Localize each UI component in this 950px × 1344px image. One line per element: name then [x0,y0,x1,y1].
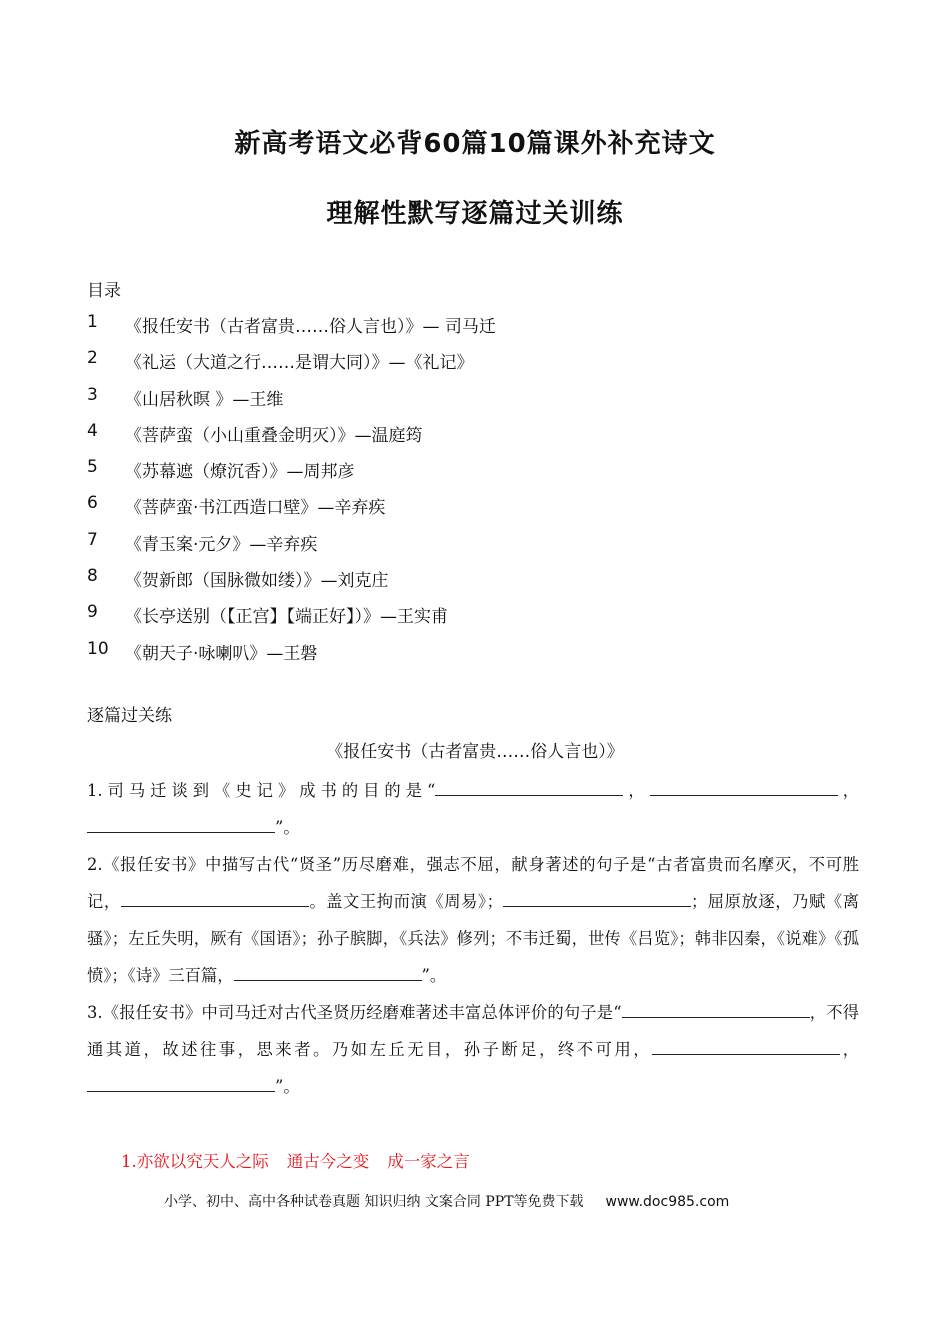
answer-blank[interactable] [652,1036,840,1055]
toc-item-number: 8 [87,566,98,587]
answer-blank[interactable] [622,999,810,1018]
answer-blank[interactable] [650,777,838,796]
toc-item-number: 6 [87,493,98,514]
toc-item-number: 3 [87,384,98,405]
toc-item-title: 《青玉案·元夕》—辛弃疾 [125,534,318,555]
answer-blank[interactable] [87,814,275,833]
answer-part: 亦欲以究天人之际 [136,1152,269,1171]
question-text: ”。 [421,966,447,985]
question-text: ， [623,781,650,800]
toc-item-number: 7 [87,529,98,550]
toc-item[interactable] [87,639,496,675]
toc-item-title: 《菩萨蛮·书江西造口壁》—辛弃疾 [125,498,386,519]
toc-item-number: 4 [87,420,98,441]
toc-item[interactable] [87,348,496,384]
answer-part: 成一家之言 [387,1152,470,1171]
section-heading: 逐篇过关练 [87,706,172,726]
toc-item-number: 10 [87,638,109,659]
toc-item-number: 9 [87,602,98,623]
toc-item-number: 1 [87,312,98,332]
question-1 [87,772,859,846]
toc-item-title: 《长亭送别（【正宫】【端正好】）》—王实甫 [125,607,448,628]
section-title: 《报任安书（古者富贵……俗人言也）》 [326,742,624,762]
toc-item-number: 5 [87,457,98,478]
footer-site-link[interactable]: www.doc985.com [605,1194,730,1210]
toc-item-title: 《苏幕遮（燎沉香）》—周邦彦 [125,462,355,483]
toc-item[interactable] [87,421,496,457]
toc-item[interactable] [87,566,496,602]
answer-key-1 [121,1148,470,1172]
toc-item[interactable] [87,602,496,638]
toc-item-title: 《礼运（大道之行……是谓大同）》—《礼记》 [125,353,474,374]
answer-blank[interactable] [503,888,691,907]
toc-item[interactable] [87,530,496,566]
question-list [87,772,859,1105]
toc-item-title: 《山居秋暝 》—王维 [125,389,284,410]
question-text: ；屈原放逐，乃赋《离骚》；左丘失明，厥有《国语》；孙子膑脚，《兵法》修列；不韦迁蜀，世传《吕览》；韩非囚秦，《说难》《孤愤》；《诗》三百篇， [87,892,859,985]
answer-blank[interactable] [435,777,623,796]
answer-number: 1. [121,1152,137,1171]
toc-heading: 目录 [87,281,121,301]
toc-item-title: 《朝天子·咏喇叭》—王磐 [125,643,318,664]
question-text: 1.司马迁谈到《史记》成书的目的是“ [87,781,436,800]
question-text: ”。 [275,1077,300,1096]
toc-item-title: 《报任安书（古者富贵……俗人言也）》— 司马迁 [125,317,496,337]
question-text: ， [840,1040,859,1059]
question-2 [87,846,859,994]
question-text: 。盖文王拘而演《周易》； [308,892,503,911]
question-3 [87,994,859,1105]
document-title-line-1: 新高考语文必背60篇10篇课外补充诗文 [234,129,716,159]
toc-item-number: 2 [87,348,98,369]
toc-item[interactable] [87,493,496,529]
question-text: 2.《报任安书》中描写古代“贤圣”历尽磨难，强志不屈，献身著述的句子是“古者富贵而名摩灭，不可胜记， [87,855,859,911]
footer-text: 小学、初中、高中各种试卷真题 知识归纳 文案合同 PPT等免费下载 [164,1194,584,1210]
answer-part: 通古今之变 [286,1152,370,1171]
page-footer [164,1191,729,1211]
table-of-contents [87,312,496,675]
toc-item[interactable] [87,312,496,348]
answer-blank[interactable] [87,1073,275,1092]
answer-blank[interactable] [121,888,309,907]
question-text: ，不得通其道，故述往事，思来者。乃如左丘无目，孙子断足，终不可用， [87,1003,859,1059]
question-text: 3.《报任安书》中司马迁对古代圣贤历经磨难著述丰富总体评价的句子是“ [87,1003,622,1022]
document-title-line-2: 理解性默写逐篇过关训练 [326,199,624,229]
answer-blank[interactable] [234,962,422,981]
toc-item-title: 《菩萨蛮（小山重叠金明灭）》—温庭筠 [125,425,423,446]
toc-item[interactable] [87,385,496,421]
question-text: ， [837,781,859,800]
question-text: ”。 [275,818,300,837]
toc-item-title: 《贺新郎（国脉微如缕）》—刘克庄 [125,571,389,592]
toc-item[interactable] [87,457,496,493]
